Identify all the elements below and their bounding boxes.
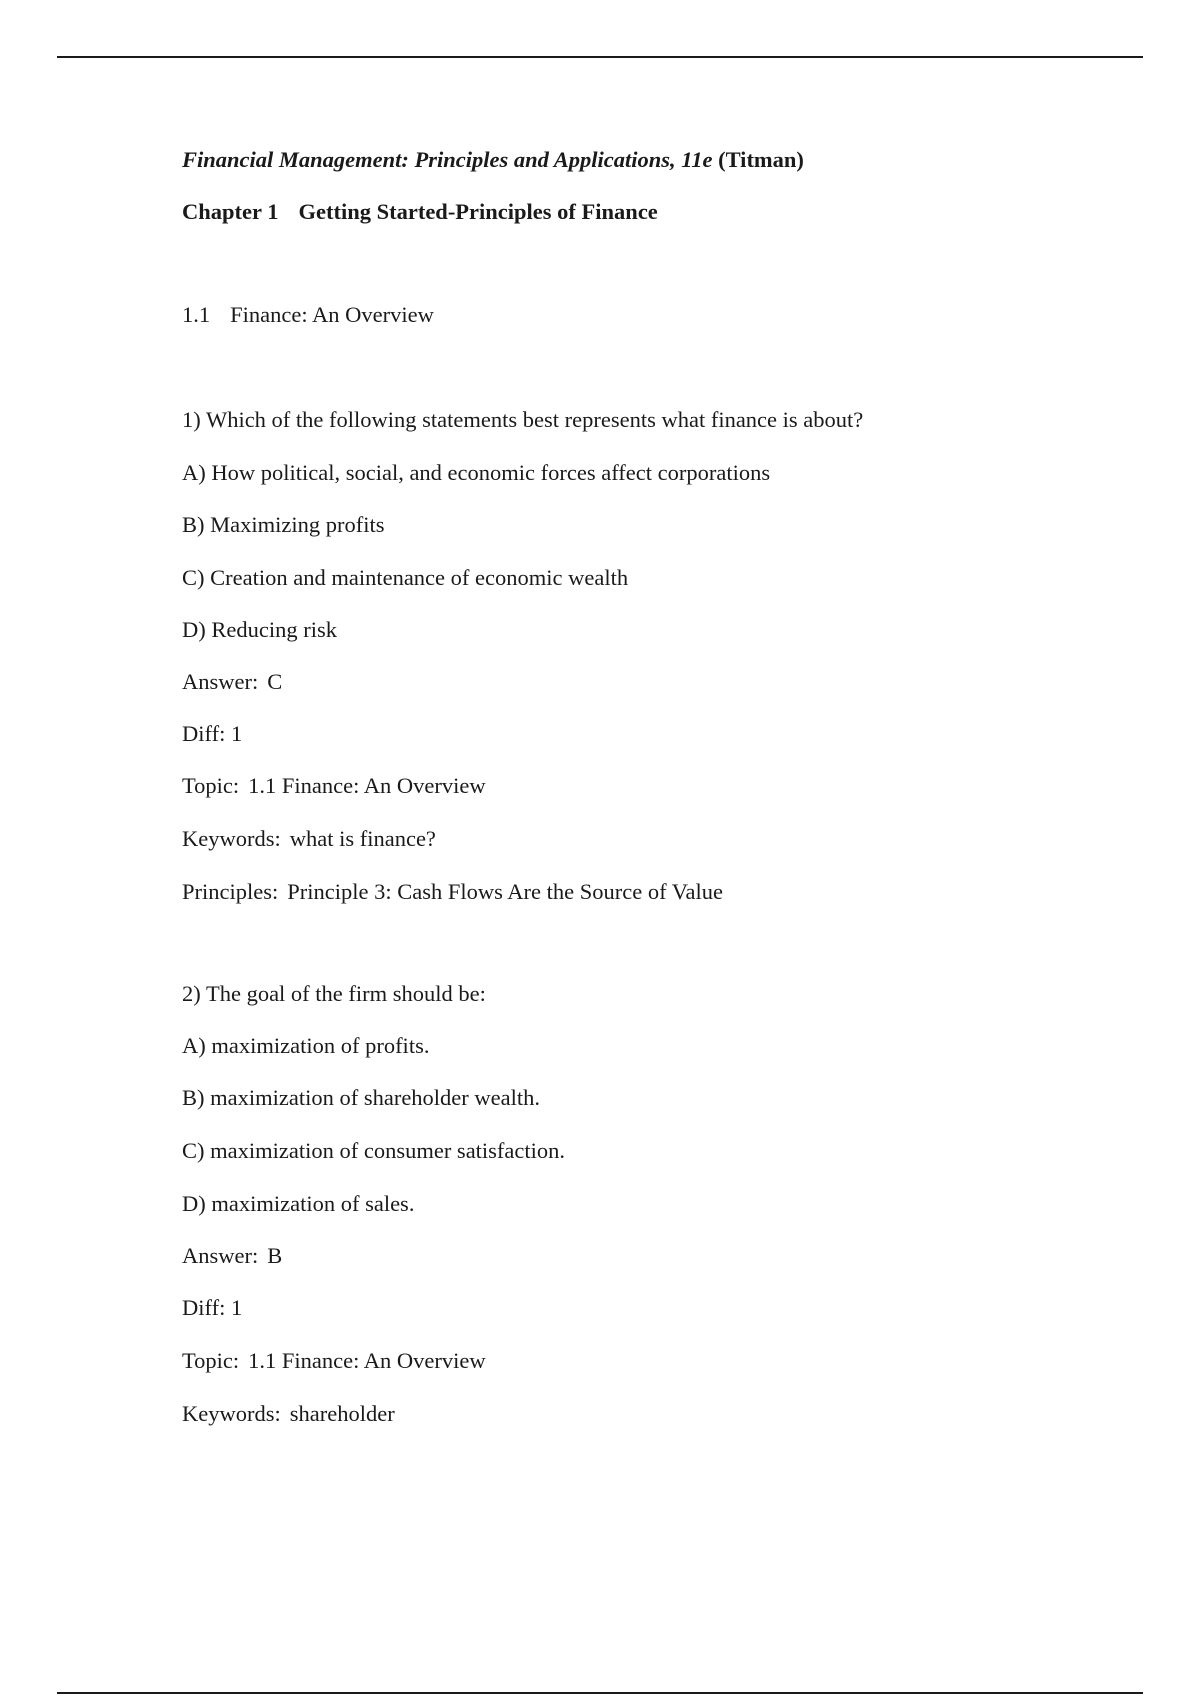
book-title-line — [182, 145, 804, 175]
bottom-rule — [57, 1692, 1143, 1694]
topic-label: Topic: — [182, 773, 240, 798]
keywords-label: Keywords: — [182, 1401, 281, 1426]
question-1-option-c: C) Creation and maintenance of economic wealth — [182, 565, 629, 590]
keywords-value: what is finance? — [289, 826, 436, 851]
chapter-number: Chapter 1 — [182, 199, 279, 224]
question-2-stem: 2) The goal of the firm should be: — [182, 981, 486, 1006]
question-1-stem: 1) Which of the following statements best represents what finance is about? — [182, 407, 864, 432]
section-heading — [182, 300, 434, 330]
question-2-topic — [182, 1346, 486, 1376]
principles-label: Principles: — [182, 879, 279, 904]
answer-label: Answer: — [182, 669, 259, 694]
question-2-option-a: A) maximization of profits. — [182, 1033, 430, 1058]
question-2-diff: Diff: 1 — [182, 1295, 243, 1320]
answer-value: B — [267, 1243, 283, 1268]
section-number: 1.1 — [182, 302, 211, 327]
question-1-topic — [182, 771, 486, 801]
answer-value: C — [267, 669, 283, 694]
keywords-label: Keywords: — [182, 826, 281, 851]
chapter-heading — [182, 197, 658, 227]
keywords-value: shareholder — [289, 1401, 395, 1426]
chapter-title: Getting Started-Principles of Finance — [298, 199, 658, 224]
question-2-option-c: C) maximization of consumer satisfaction. — [182, 1138, 566, 1163]
topic-value: 1.1 Finance: An Overview — [248, 1348, 486, 1373]
question-2-answer — [182, 1241, 282, 1271]
question-2-keywords — [182, 1399, 395, 1429]
book-title: Financial Management: Principles and Applications, 11e — [182, 147, 713, 172]
question-1-diff: Diff: 1 — [182, 721, 243, 746]
question-1-option-b: B) Maximizing profits — [182, 512, 385, 537]
principles-value: Principle 3: Cash Flows Are the Source of Value — [287, 879, 724, 904]
question-1-principles — [182, 877, 723, 907]
top-rule — [57, 56, 1143, 58]
answer-label: Answer: — [182, 1243, 259, 1268]
topic-value: 1.1 Finance: An Overview — [248, 773, 486, 798]
question-2-option-d: D) maximization of sales. — [182, 1191, 415, 1216]
section-title: Finance: An Overview — [230, 302, 434, 327]
question-1-answer — [182, 667, 282, 697]
question-1-option-a: A) How political, social, and economic forces affect corporations — [182, 460, 771, 485]
book-author: (Titman) — [718, 147, 804, 172]
topic-label: Topic: — [182, 1348, 240, 1373]
question-1-option-d: D) Reducing risk — [182, 617, 337, 642]
question-1-keywords — [182, 824, 436, 854]
question-2-option-b: B) maximization of shareholder wealth. — [182, 1085, 541, 1110]
